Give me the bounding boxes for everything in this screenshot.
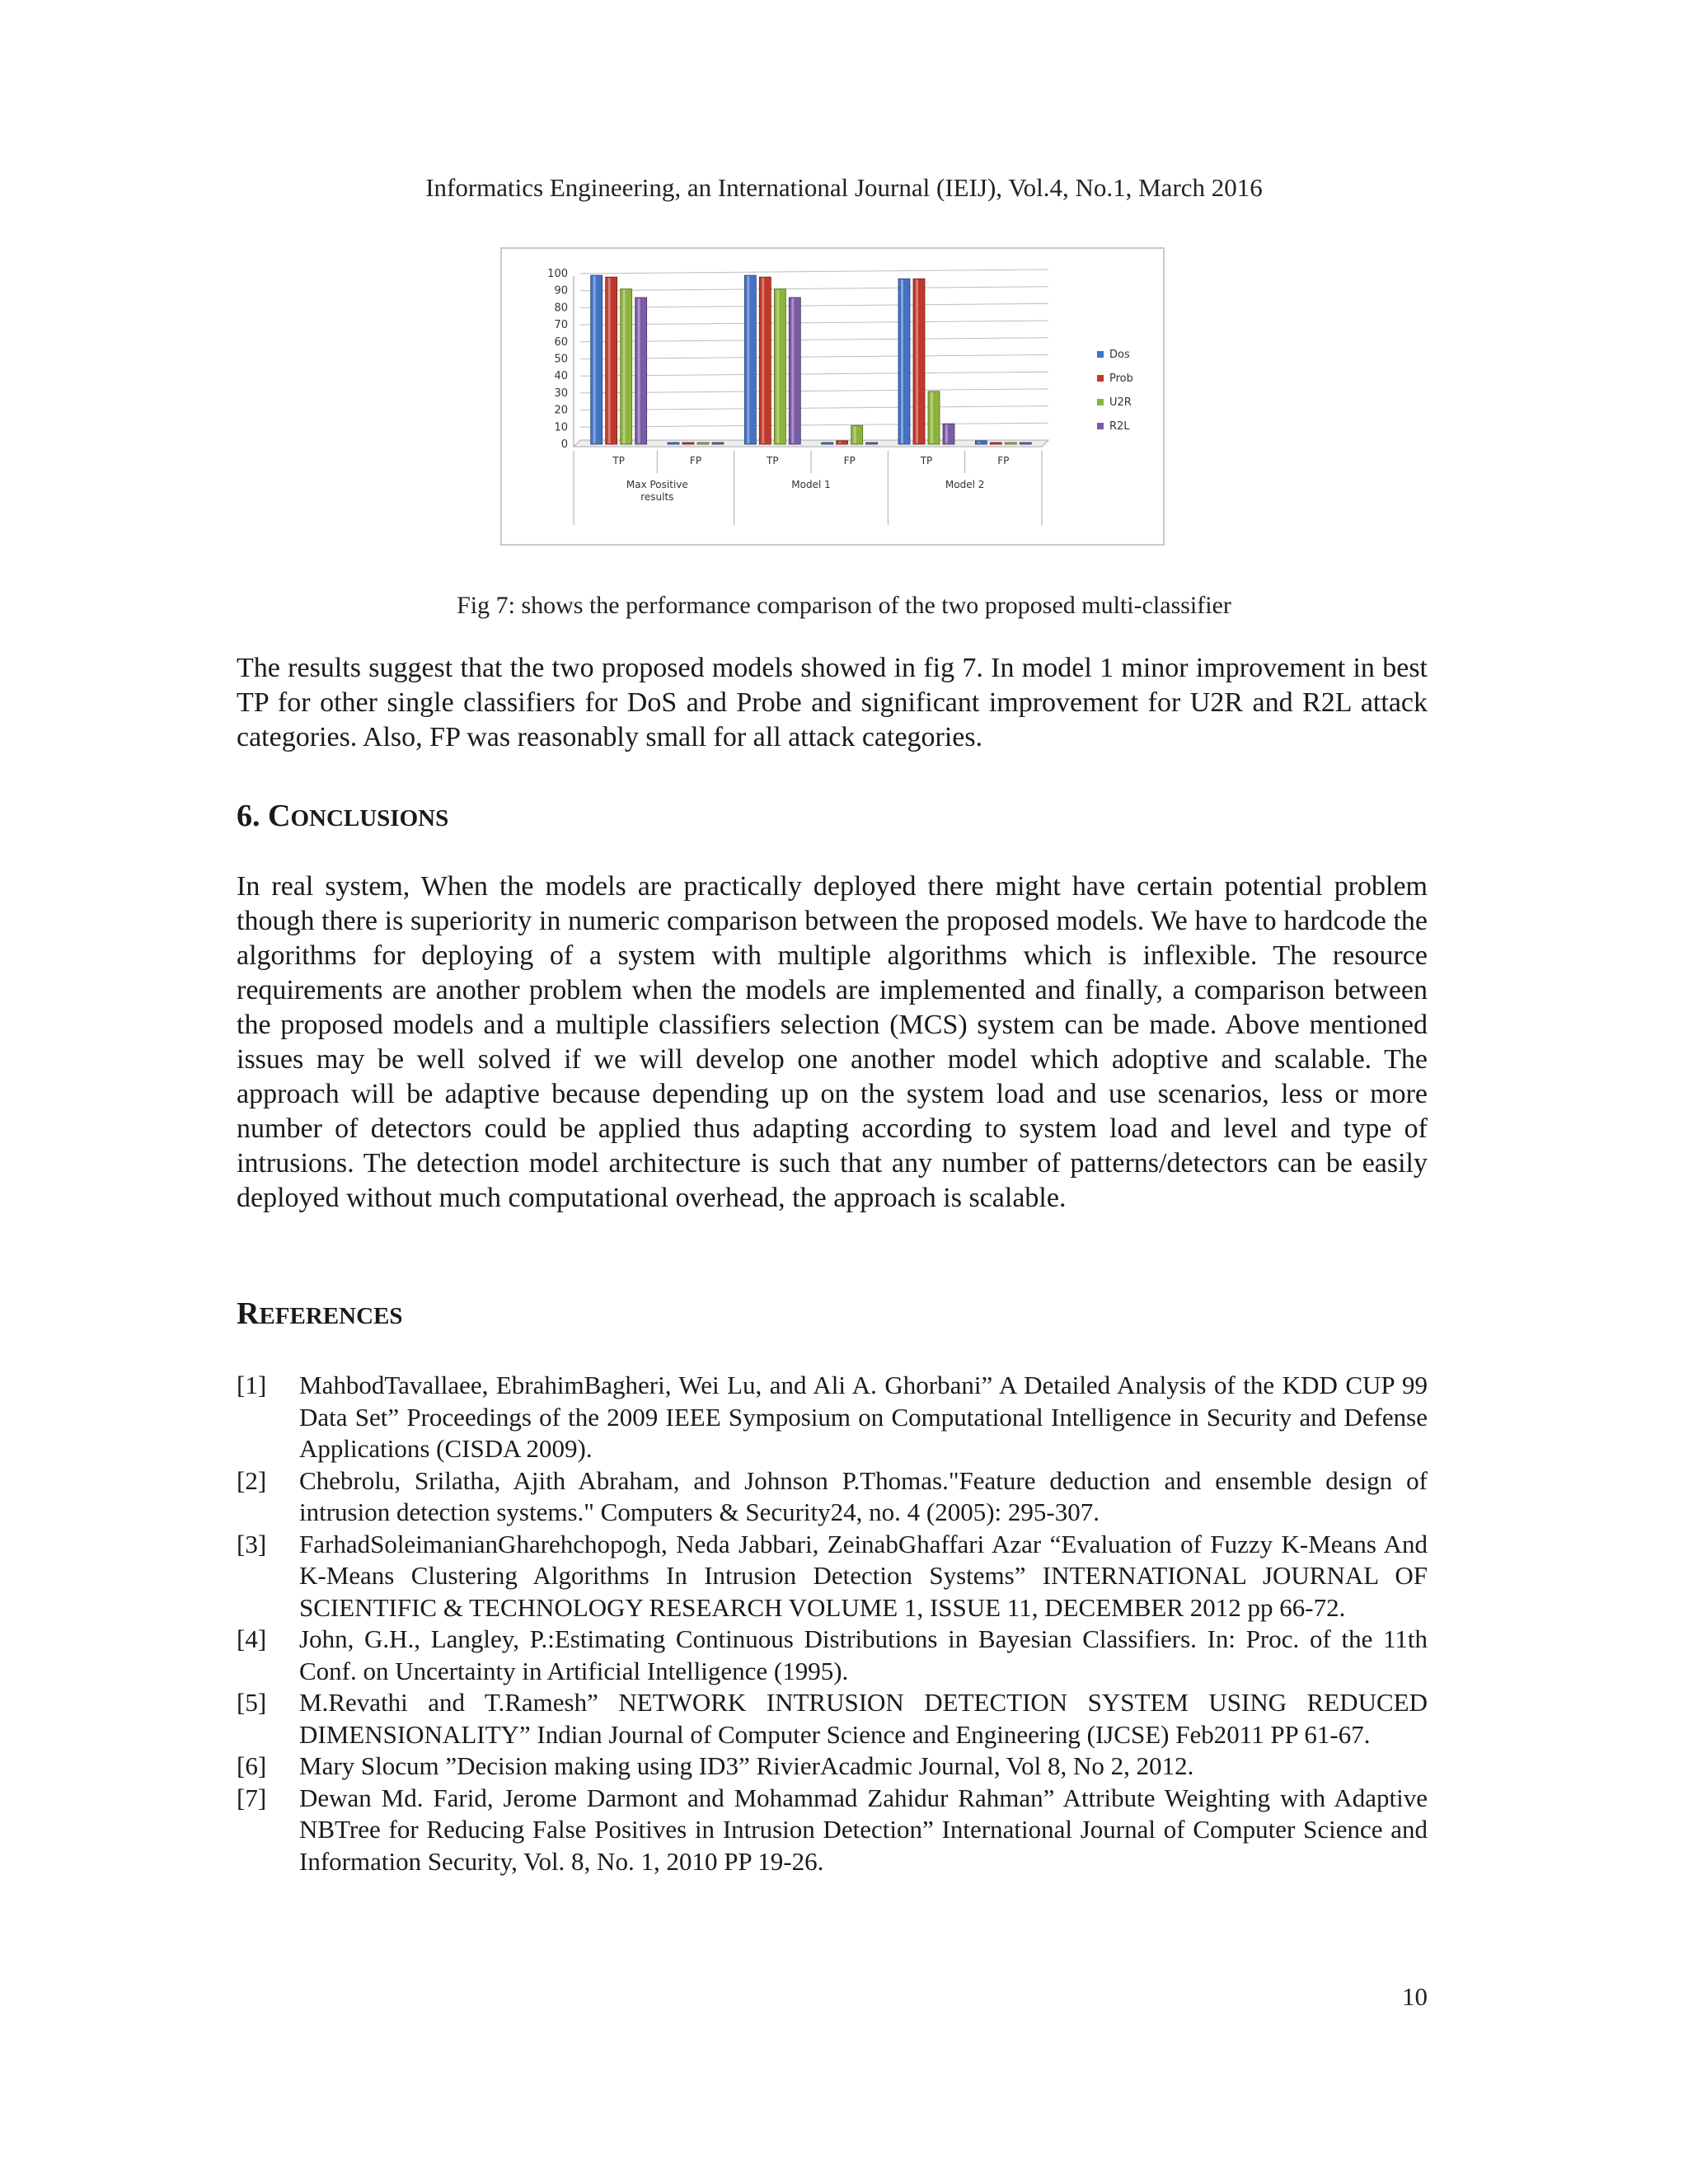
bar-highlight <box>623 290 626 443</box>
bar-u2r <box>851 425 863 444</box>
bar-highlight <box>747 276 749 443</box>
reference-item <box>237 1687 1428 1750</box>
references-heading <box>237 1296 403 1332</box>
bar-dos <box>744 275 756 444</box>
bar-highlight <box>608 278 611 443</box>
conclusions-initial: C <box>268 799 291 833</box>
x-tick-label: TP <box>920 455 933 466</box>
gridline <box>580 423 1048 427</box>
gridline <box>580 269 1048 274</box>
reference-item <box>237 1783 1428 1878</box>
bar-r2l <box>866 443 878 444</box>
legend-swatch <box>1097 423 1104 429</box>
bar-u2r <box>697 443 709 444</box>
y-tick-label: 60 <box>554 335 568 349</box>
bar-highlight <box>839 442 842 443</box>
bar-highlight <box>776 290 779 443</box>
gridline <box>580 372 1048 376</box>
conclusions-rest: ONCLUSIONS <box>290 805 449 832</box>
x-tick-label: FP <box>689 455 702 466</box>
legend-swatch <box>1097 399 1104 405</box>
gridline <box>580 389 1048 393</box>
bar-dos <box>591 275 603 444</box>
bar-highlight <box>762 278 764 443</box>
legend-swatch <box>1097 351 1104 358</box>
y-tick-label: 70 <box>554 319 568 332</box>
y-tick-label: 30 <box>554 387 568 400</box>
y-tick-label: 0 <box>560 438 568 451</box>
bar-prob <box>606 277 617 444</box>
conclusions-number: 6. <box>237 799 268 833</box>
page-number: 10 <box>1402 1982 1428 2011</box>
reference-item <box>237 1529 1428 1624</box>
bar-prob <box>837 441 848 444</box>
figure-caption: Fig 7: shows the performance comparison of the two proposed multi-classifier <box>457 592 1231 619</box>
references-rest: EFERENCES <box>259 1303 403 1329</box>
x-tick-label: FP <box>843 455 856 466</box>
group-label: Model 2 <box>945 479 985 490</box>
bar-highlight <box>978 442 980 443</box>
reference-item <box>237 1465 1428 1529</box>
bar-prob <box>682 443 694 444</box>
legend-label: U2R <box>1109 396 1132 409</box>
reference-number: [1] <box>237 1371 267 1399</box>
references-initial: R <box>237 1296 260 1331</box>
group-label: results <box>640 491 674 503</box>
bar-dos <box>668 443 679 444</box>
conclusions-heading <box>237 798 448 834</box>
bar-dos <box>975 441 987 444</box>
y-tick-label: 50 <box>554 353 568 366</box>
reference-text: M.Revathi and T.Ramesh” NETWORK INTRUSION DETECTION SYSTEM USING REDUCED DIMENSIONALITY” Indian Journal of Computer Science and Engineering (IJCSE) Feb2011 PP 61-67. <box>299 1688 1428 1749</box>
gridline <box>580 321 1048 325</box>
gridline <box>580 287 1048 291</box>
bar-prob <box>759 277 771 444</box>
bar-highlight <box>931 392 933 443</box>
bar-r2l <box>712 443 724 444</box>
bar-highlight <box>854 426 856 443</box>
bar-u2r <box>1005 443 1016 444</box>
reference-item <box>237 1624 1428 1687</box>
bar-prob <box>990 443 1001 444</box>
reference-text: Dewan Md. Farid, Jerome Darmont and Mohammad Zahidur Rahman” Attribute Weighting with Adaptive NBTree for Reducing False Positives in Intrusion Detection” International Journal of Computer Science and Information Security, Vol. 8, No. 1, 2010 PP 19-26. <box>299 1783 1428 1876</box>
reference-text: Chebrolu, Srilatha, Ajith Abraham, and Johnson P.Thomas."Feature deduction and ensemble design of intrusion detection systems." Computers & Security24, no. 4 (2005): 295-307. <box>299 1465 1428 1526</box>
reference-number: [2] <box>237 1465 267 1495</box>
bar-u2r <box>621 289 632 444</box>
bar-highlight <box>916 279 918 443</box>
bar-prob <box>913 279 925 444</box>
x-tick-label: TP <box>612 455 625 466</box>
bar-u2r <box>774 289 785 444</box>
bar-highlight <box>593 276 596 443</box>
x-tick-label: FP <box>997 455 1010 466</box>
gridline <box>580 406 1048 410</box>
bar-highlight <box>901 279 903 443</box>
bar-r2l <box>789 298 800 444</box>
reference-item <box>237 1370 1428 1465</box>
figure-7 <box>500 247 1165 546</box>
results-paragraph: The results suggest that the two proposed models showed in fig 7. In model 1 minor improvement in best TP for other single classifiers for DoS and Probe and significant improvement for U2R and R2L attack categories. Also, FP was reasonably small for all attack categories. <box>237 653 1428 752</box>
conclusions-paragraph: In real system, When the models are practically deployed there might have certain potential problem though there is superiority in numeric comparison between the proposed models. We have to hardcode the algorithms for deploying of a system with multiple algorithms which is inflexible. The resource requirements are another problem when the models are implemented and finally, a comparison between the proposed models and a multiple classifiers selection (MCS) system can be made. Above mentioned issues may be well solved if we will develop one another model which adoptive and scalable. The approach will be adaptive because depending up on the system load and use scenarios, less or more number of detectors could be applied thus adapting according to system load and level and type of intrusions. The detection model architecture is such that any number of patterns/detectors can be easily deployed without much computational overhead, the approach is scalable. <box>237 871 1428 1213</box>
y-tick-label: 10 <box>554 421 568 434</box>
gridline <box>580 303 1048 307</box>
group-label: Max Positive <box>626 479 688 490</box>
y-tick-label: 90 <box>554 284 568 298</box>
reference-item <box>237 1750 1428 1783</box>
bar-u2r <box>928 391 940 444</box>
gridline <box>580 338 1048 342</box>
legend-swatch <box>1097 375 1104 382</box>
bar-dos <box>822 443 833 444</box>
reference-number: [3] <box>237 1529 267 1558</box>
legend-label: Prob <box>1109 373 1133 385</box>
running-header: Informatics Engineering, an International Journal (IEIJ), Vol.4, No.1, March 2016 <box>425 173 1263 202</box>
bar-dos <box>898 279 910 444</box>
y-tick-label: 100 <box>547 268 568 280</box>
group-label: Model 1 <box>791 479 831 490</box>
bar-r2l <box>635 298 647 444</box>
reference-text: Mary Slocum ”Decision making using ID3” RivierAcadmic Journal, Vol 8, No 2, 2012. <box>299 1751 1194 1780</box>
x-tick-label: TP <box>767 455 779 466</box>
y-tick-label: 20 <box>554 404 568 417</box>
reference-number: [6] <box>237 1751 267 1780</box>
reference-list <box>237 1370 1428 1877</box>
bar-highlight <box>791 298 794 443</box>
reference-number: [5] <box>237 1688 267 1717</box>
bar-r2l <box>943 424 954 444</box>
reference-number: [7] <box>237 1783 267 1812</box>
bar-highlight <box>638 298 640 443</box>
reference-text: FarhadSoleimanianGharehchopogh, Neda Jabbari, ZeinabGhaffari Azar “Evaluation of Fuzzy K-Means And K-Means Clustering Algorithms In Intrusion Detection Systems” INTERNATIONAL JOURNAL OF SCIENTIFIC & TECHNOLOGY RESEARCH VOLUME 1, ISSUE 11, DECEMBER 2012 pp 66-72. <box>299 1529 1428 1622</box>
performance-bar-chart <box>502 249 1163 544</box>
reference-number: [4] <box>237 1624 267 1653</box>
y-tick-label: 80 <box>554 302 568 315</box>
legend-label: Dos <box>1109 349 1130 361</box>
legend-label: R2L <box>1109 420 1130 433</box>
reference-text: MahbodTavallaee, EbrahimBagheri, Wei Lu, and Ali A. Ghorbani” A Detailed Analysis of the KDD CUP 99 Data Set” Proceedings of the 2009 IEEE Symposium on Computational Intelligence in Security and Defense Applications (CISDA 2009). <box>299 1371 1428 1463</box>
reference-text: John, G.H., Langley, P.:Estimating Continuous Distributions in Bayesian Classifiers. In: Proc. of the 11th Conf. on Uncertainty in Artificial Intelligence (1995). <box>299 1624 1428 1685</box>
bar-highlight <box>945 424 948 443</box>
gridline <box>580 355 1048 359</box>
y-tick-label: 40 <box>554 370 568 383</box>
bar-r2l <box>1020 443 1031 444</box>
